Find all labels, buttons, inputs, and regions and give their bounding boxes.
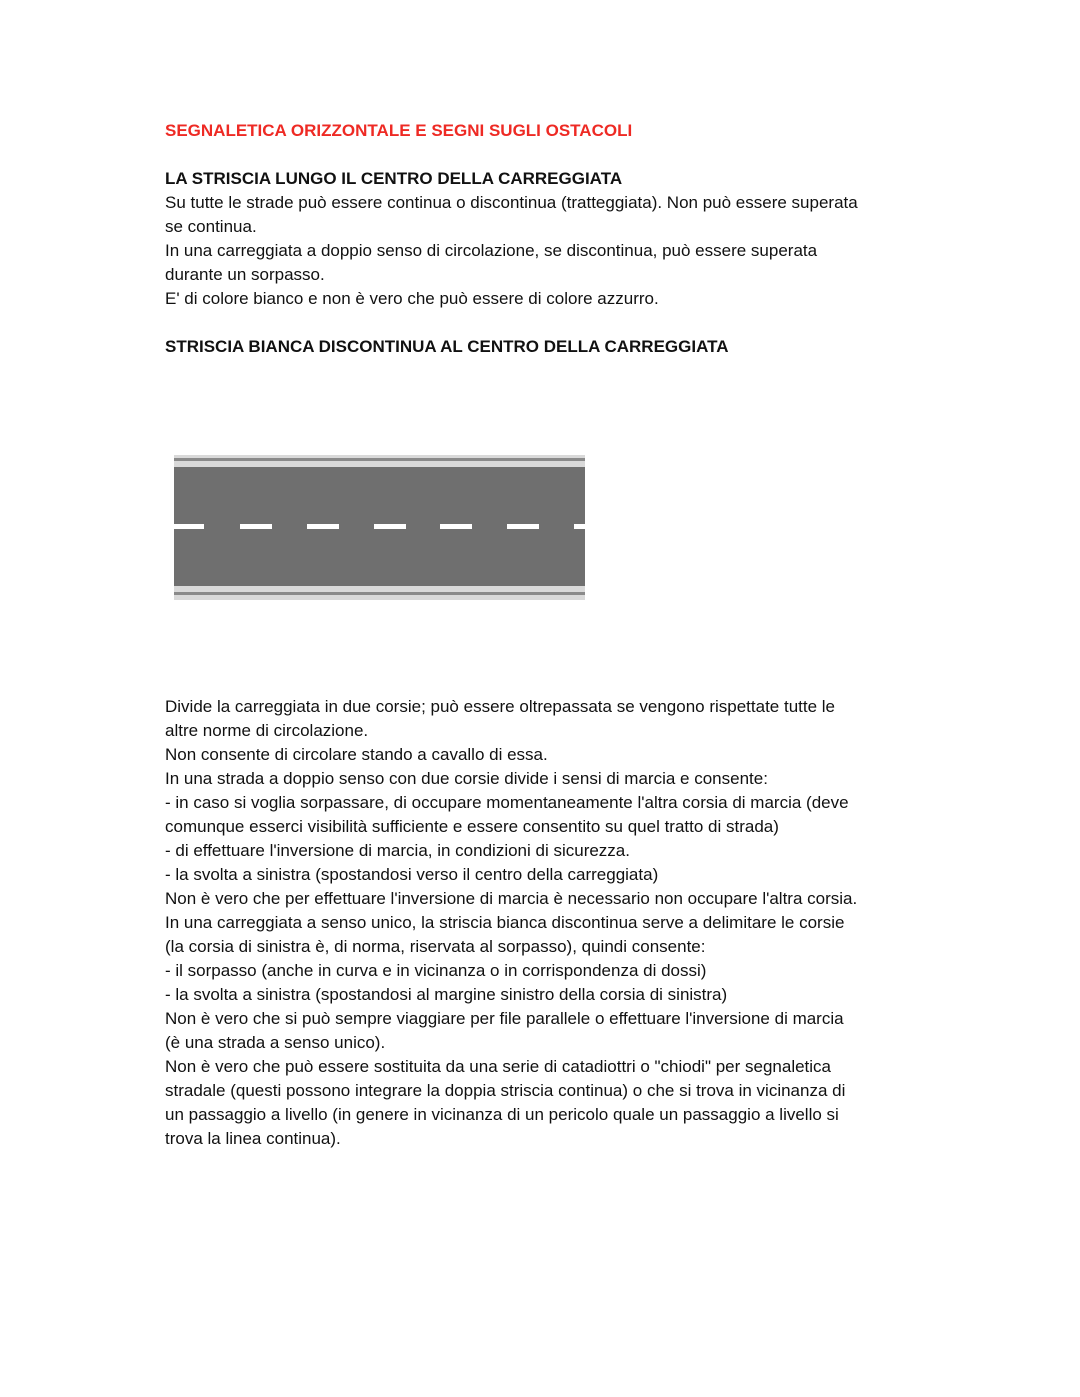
dash-mark: [307, 524, 339, 529]
dash-mark: [574, 524, 585, 529]
section-heading-center-line: LA STRISCIA LUNGO IL CENTRO DELLA CARREGGIATA: [165, 169, 623, 188]
text-line: E' di colore bianco e non è vero che può essere di colore azzurro.: [165, 289, 659, 308]
document-page: [165, 119, 925, 1151]
text-line: comunque esserci visibilità sufficiente e essere consentito su quel tratto di strada): [165, 817, 779, 836]
text-line: Non consente di circolare stando a cavallo di essa.: [165, 745, 548, 764]
text-line: un passaggio a livello (in genere in vicinanza di un pericolo quale un passaggio a livello si: [165, 1105, 839, 1124]
text-line: durante un sorpasso.: [165, 265, 325, 284]
dash-mark: [507, 524, 539, 529]
text-line: (è una strada a senso unico).: [165, 1033, 386, 1052]
text-line: altre norme di circolazione.: [165, 721, 369, 740]
dash-mark: [440, 524, 472, 529]
text-line: In una strada a doppio senso con due corsie divide i sensi di marcia e consente:: [165, 769, 768, 788]
road-dashed-centerline-icon: [174, 455, 585, 600]
text-line: Non è vero che può essere sostituita da una serie di catadiottri o "chiodi" per segnaletica: [165, 1057, 832, 1076]
text-line: In una carreggiata a doppio senso di circolazione, se discontinua, può essere superata: [165, 241, 818, 260]
road-bottom-edge-line: [174, 592, 585, 595]
spacer: [165, 311, 925, 335]
section-body-dashed-line: [165, 695, 925, 1151]
text-line: trova la linea continua).: [165, 1129, 341, 1148]
text-line: Divide la carreggiata in due corsie; può essere oltrepassata se vengono rispettate tutte le: [165, 697, 836, 716]
text-line: - la svolta a sinistra (spostandosi al margine sinistro della corsia di sinistra): [165, 985, 728, 1004]
text-line: - la svolta a sinistra (spostandosi verso il centro della carreggiata): [165, 865, 659, 884]
text-line: (la corsia di sinistra è, di norma, riservata al sorpasso), quindi consente:: [165, 937, 706, 956]
dash-mark: [174, 524, 204, 529]
text-line: Su tutte le strade può essere continua o discontinua (tratteggiata). Non può essere superata: [165, 193, 858, 212]
text-line: stradale (questi possono integrare la doppia striscia continua) o che si trova in vicinanza di: [165, 1081, 846, 1100]
text-line: - in caso si voglia sorpassare, di occupare momentaneamente l'altra corsia di marcia (deve: [165, 793, 849, 812]
text-line: In una carreggiata a senso unico, la striscia bianca discontinua serve a delimitare le corsie: [165, 913, 845, 932]
text-line: - di effettuare l'inversione di marcia, in condizioni di sicurezza.: [165, 841, 630, 860]
text-line: Non è vero che si può sempre viaggiare per file parallele o effettuare l'inversione di marcia: [165, 1009, 844, 1028]
road-top-edge-line: [174, 458, 585, 461]
road-figure: [165, 359, 925, 695]
dash-mark: [374, 524, 406, 529]
text-line: Non è vero che per effettuare l'inversione di marcia è necessario non occupare l'altra corsia.: [165, 889, 858, 908]
text-line: - il sorpasso (anche in curva e in vicinanza o in corrispondenza di dossi): [165, 961, 707, 980]
dash-mark: [240, 524, 272, 529]
section-heading-dashed-line: STRISCIA BIANCA DISCONTINUA AL CENTRO DELLA CARREGGIATA: [165, 337, 729, 356]
document-title: SEGNALETICA ORIZZONTALE E SEGNI SUGLI OSTACOLI: [165, 121, 633, 140]
text-line: se continua.: [165, 217, 257, 236]
spacer: [165, 143, 925, 167]
